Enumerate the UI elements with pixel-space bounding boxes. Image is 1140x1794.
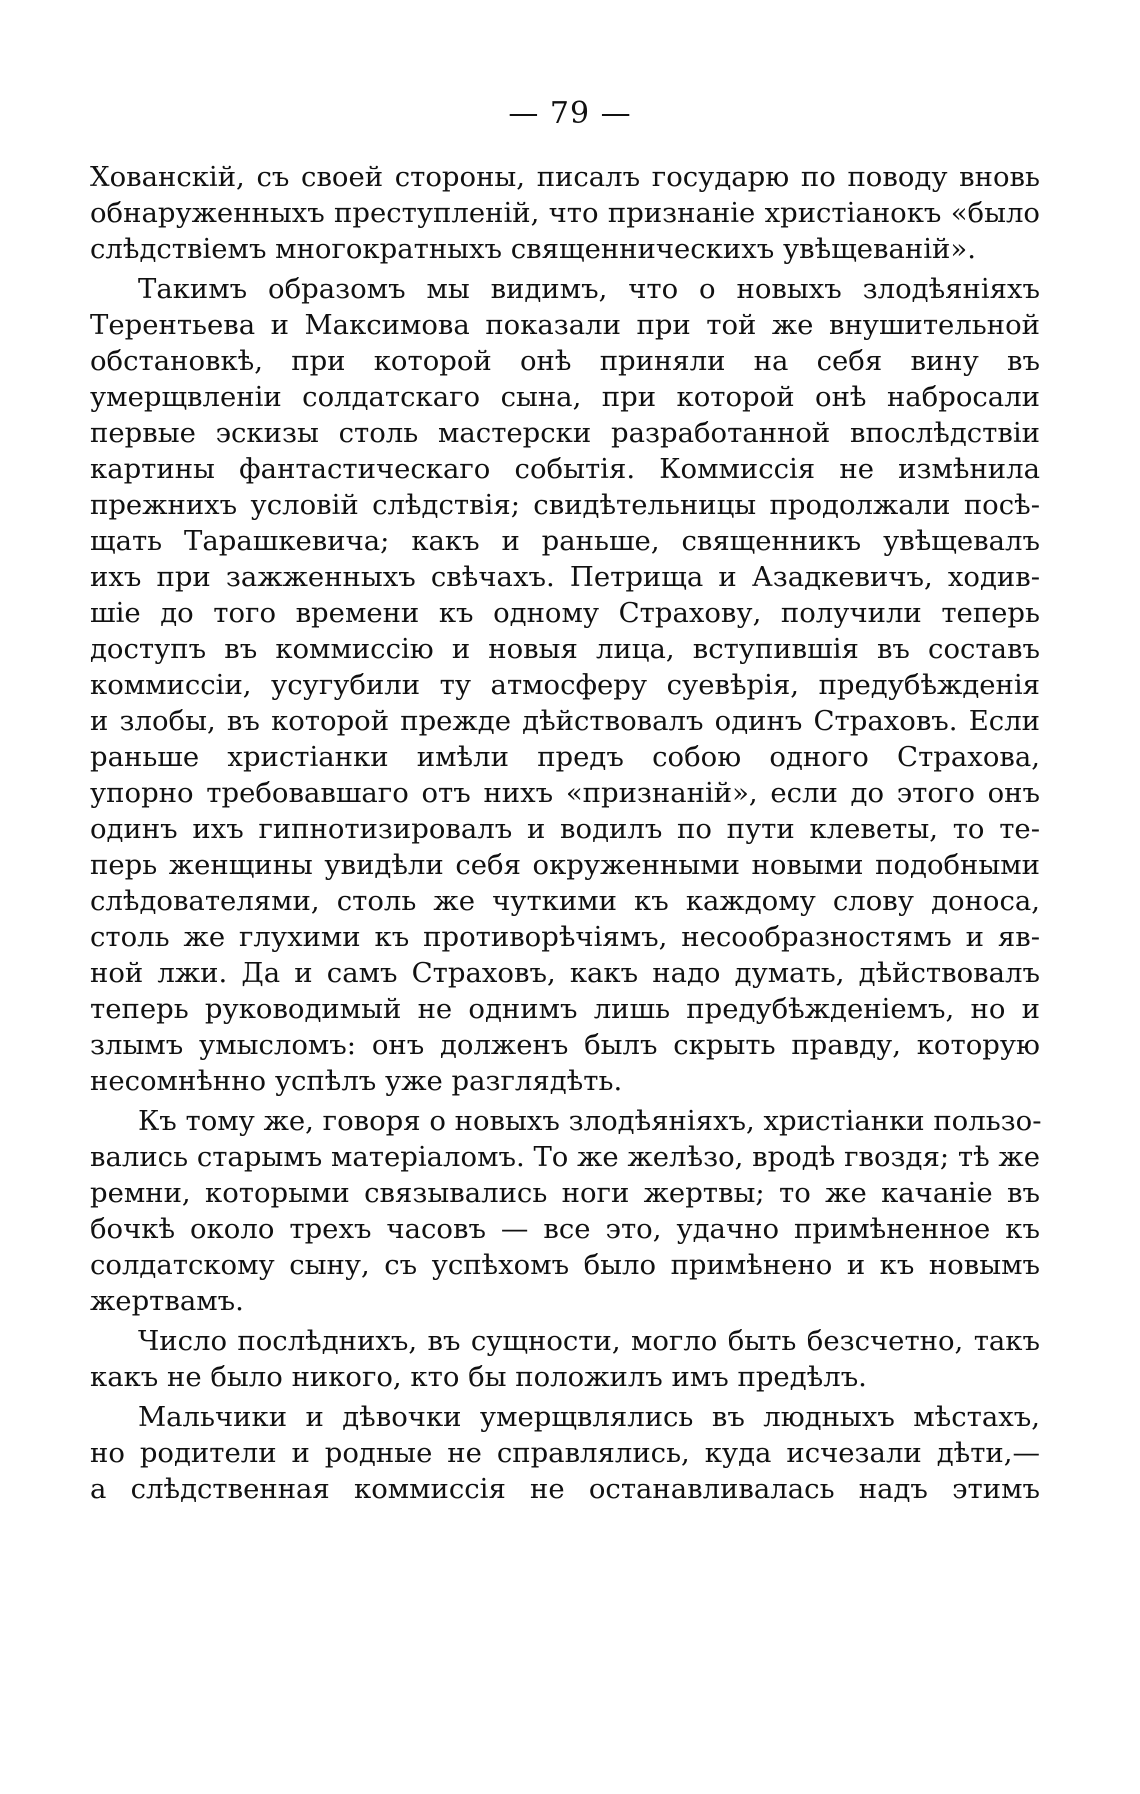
- text-line: прежнихъ условій слѣдствія; свидѣтельницы продолжали посѣ-: [90, 489, 1040, 521]
- text-line: обнаруженныхъ преступленій, что признаніе христіанокъ «было: [90, 197, 1040, 229]
- text-line: первые эскизы столь мастерски разработанной впослѣдствіи: [90, 417, 1040, 449]
- paragraph-first-line: Такимъ образомъ мы видимъ, что о новыхъ злодѣяніяхъ: [138, 273, 1040, 305]
- text-line: солдатскому сыну, съ успѣхомъ было примѣнено и къ новымъ: [90, 1249, 1040, 1281]
- text-line: ихъ при зажженныхъ свѣчахъ. Петрища и Азадкевичъ, ходив-: [90, 561, 1040, 593]
- page-number: — 79 —: [508, 96, 632, 131]
- text-line: Хованскій, съ своей стороны, писалъ государю по поводу вновь: [90, 161, 1040, 193]
- text-line: доступъ въ коммиссію и новыя лица, вступившія въ составъ: [90, 633, 1040, 665]
- text-line: но родители и родные не справлялись, куда исчезали дѣти,—: [90, 1437, 1040, 1469]
- paragraph-first-line: Къ тому же, говоря о новыхъ злодѣяніяхъ, христіанки пользо-: [138, 1105, 1042, 1137]
- text-line: ной лжи. Да и самъ Страховъ, какъ надо думать, дѣйствовалъ: [90, 957, 1040, 989]
- text-line: ремни, которыми связывались ноги жертвы; то же качаніе въ: [90, 1177, 1040, 1209]
- text-line: бочкѣ около трехъ часовъ — все это, удачно примѣненное къ: [90, 1213, 1040, 1245]
- text-line: картины фантастическаго событія. Коммиссія не измѣнила: [90, 453, 1040, 485]
- text-line: щать Тарашкевича; какъ и раньше, священникъ увѣщевалъ: [90, 525, 1040, 557]
- text-line: слѣдствіемъ многократныхъ священническихъ увѣщеваній».: [90, 233, 976, 265]
- text-line: раньше христіанки имѣли предъ собою одного Страхова,: [90, 741, 1040, 773]
- text-line: умерщвленіи солдатскаго сына, при которой онѣ набросали: [90, 381, 1040, 413]
- text-line: слѣдователями, столь же чуткими къ каждому слову доноса,: [90, 885, 1040, 917]
- text-line: злымъ умысломъ: онъ долженъ былъ скрыть правду, которую: [90, 1029, 1040, 1061]
- paragraph-first-line: Мальчики и дѣвочки умерщвлялись въ людныхъ мѣстахъ,: [138, 1401, 1040, 1433]
- text-line: перь женщины увидѣли себя окруженными новыми подобными: [90, 849, 1040, 881]
- text-line: жертвамъ.: [90, 1285, 244, 1317]
- text-line: несомнѣнно успѣлъ уже разглядѣть.: [90, 1065, 623, 1097]
- text-line: а слѣдственная коммиссія не останавливалась надъ этимъ: [90, 1473, 1040, 1505]
- text-line: одинъ ихъ гипнотизировалъ и водилъ по пути клеветы, то те-: [90, 813, 1040, 845]
- text-line: коммиссіи, усугубили ту атмосферу суевѣрія, предубѣжденія: [90, 669, 1040, 701]
- text-line: вались старымъ матеріаломъ. То же желѣзо, вродѣ гвоздя; тѣ же: [90, 1141, 1040, 1173]
- text-line: какъ не было никого, кто бы положилъ имъ предѣлъ.: [90, 1361, 867, 1393]
- text-line: шіе до того времени къ одному Страхову, получили теперь: [90, 597, 1040, 629]
- text-line: теперь руководимый не однимъ лишь предубѣжденіемъ, но и: [90, 993, 1040, 1025]
- text-line: Терентьева и Максимова показали при той же внушительной: [90, 309, 1040, 341]
- text-line: и злобы, въ которой прежде дѣйствовалъ одинъ Страховъ. Если: [90, 705, 1040, 737]
- text-line: обстановкѣ, при которой онѣ приняли на себя вину въ: [90, 345, 1040, 377]
- text-line: столь же глухими къ противорѣчіямъ, несообразностямъ и яв-: [90, 921, 1040, 953]
- text-line: упорно требовавшаго отъ нихъ «признаній», если до этого онъ: [90, 777, 1040, 809]
- paragraph-first-line: Число послѣднихъ, въ сущности, могло быть безсчетно, такъ: [138, 1325, 1040, 1357]
